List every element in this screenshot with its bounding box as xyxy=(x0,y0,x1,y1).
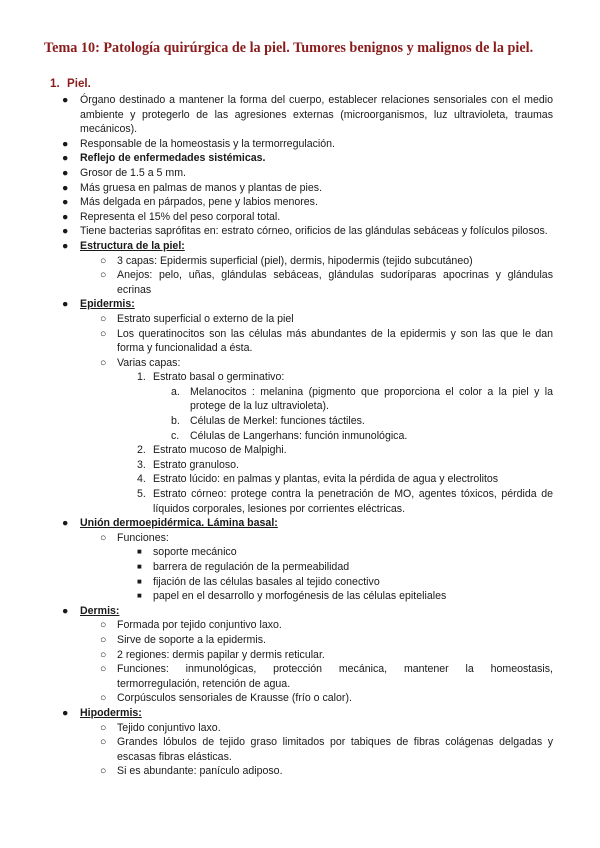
bullet-disc-icon: ● xyxy=(62,152,69,165)
bullet-disc-icon: ● xyxy=(62,298,69,311)
bullet-circle-icon: ○ xyxy=(100,663,107,676)
list-item: ● Grosor de 1.5 a 5 mm. xyxy=(62,166,186,179)
subheading-estructura: ● Estructura de la piel: xyxy=(62,239,185,252)
section-number: 1. xyxy=(50,77,60,90)
list-item: a. Melanocitos : melanina (pigmento que proporciona el color a la piel y la protege de la luz ultravioleta). xyxy=(171,385,553,413)
list-item: 4. Estrato lúcido: en palmas y plantas, evita la pérdida de agua y electrolitos xyxy=(137,473,499,486)
bullet-disc-icon: ● xyxy=(62,225,69,238)
bullet-circle-icon: ○ xyxy=(100,269,107,282)
list-item: ○ 2 regiones: dermis papilar y dermis reticular. xyxy=(100,648,325,661)
list-item: c. Células de Langerhans: función inmunológica. xyxy=(171,429,408,442)
list-item: ■ barrera de regulación de la permeabilidad xyxy=(137,561,350,573)
list-item: ■ papel en el desarrollo y morfogénesis de las células epiteliales xyxy=(137,590,447,603)
document-body xyxy=(0,93,600,779)
list-item: ● Reflejo de enfermedades sistémicas. xyxy=(62,152,266,165)
bullet-square-icon: ■ xyxy=(137,576,142,586)
list-item: ○ Tejido conjuntivo laxo. xyxy=(100,721,221,734)
bullet-circle-icon: ○ xyxy=(100,254,107,267)
bullet-circle-icon: ○ xyxy=(100,721,107,734)
bullet-circle-icon: ○ xyxy=(100,736,107,749)
list-item: ○ Formada por tejido conjuntivo laxo. xyxy=(100,619,282,632)
bullet-circle-icon: ○ xyxy=(100,312,107,325)
bullet-circle-icon: ○ xyxy=(100,648,107,661)
list-item: ● Más gruesa en palmas de manos y plantas de pies. xyxy=(62,181,323,194)
bullet-disc-icon: ● xyxy=(62,94,69,106)
bullet-circle-icon: ○ xyxy=(100,633,107,646)
bullet-square-icon: ■ xyxy=(137,591,142,601)
bullet-disc-icon: ● xyxy=(62,196,69,209)
bullet-square-icon: ■ xyxy=(137,562,142,571)
list-item: b. Células de Merkel: funciones táctiles. xyxy=(171,415,365,428)
document-title: Tema 10: Patología quirúrgica de la piel. Tumores benignos y malignos de la piel. xyxy=(44,40,534,56)
list-item: ● Más delgada en párpados, pene y labios menores. xyxy=(62,196,318,209)
bullet-circle-icon: ○ xyxy=(100,692,107,705)
bullet-circle-icon: ○ xyxy=(100,356,107,369)
subheading-union: ● Unión dermoepidérmica. Lámina basal: xyxy=(62,517,278,530)
bullet-disc-icon: ● xyxy=(62,210,69,223)
subheading-dermis: ● Dermis: xyxy=(62,604,120,617)
list-item: ○ Sirve de soporte a la epidermis. xyxy=(100,633,266,646)
list-item: ○ Si es abundante: panículo adiposo. xyxy=(100,765,283,778)
list-item: ○ Anejos: pelo, uñas, glándulas sebáceas, glándulas sudoríparas apocrinas y glándulas ecrinas xyxy=(100,269,553,296)
section-title-text: Piel. xyxy=(67,77,91,90)
list-item: 3. Estrato granuloso. xyxy=(137,458,239,471)
bullet-disc-icon: ● xyxy=(62,137,69,150)
list-item: ○ Funciones: xyxy=(100,531,169,544)
list-item: ● Órgano destinado a mantener la forma del cuerpo, establecer relaciones sensoriales con el medio ambiente y protegerlo de las agresiones externas (microorganismos, luz ultravioleta, traumas mecánicos). xyxy=(62,94,553,136)
bullet-circle-icon: ○ xyxy=(100,619,107,632)
list-item: ● Responsable de la homeostasis y la termorregulación. xyxy=(62,137,335,150)
bullet-disc-icon: ● xyxy=(62,239,69,252)
list-item: ○ Corpúsculos sensoriales de Krausse (frío o calor). xyxy=(100,692,352,705)
list-item: ● Tiene bacterias saprófitas en: estrato córneo, orificios de las glándulas sebáceas y folículos pilosos. xyxy=(62,225,548,238)
list-item: ○ Los queratinocitos son las células más abundantes de la epidermis y son las que le dan forma y funcionalidad a ésta. xyxy=(100,327,553,355)
list-item: ■ fijación de las células basales al tejido conectivo xyxy=(137,575,380,588)
list-item: ○ Grandes lóbulos de tejido graso limitados por tabiques de fibras colágenas delgadas y escasas fibras elásticas. xyxy=(100,736,553,763)
list-item: ● Representa el 15% del peso corporal total. xyxy=(62,210,281,223)
bullet-disc-icon: ● xyxy=(62,604,69,617)
section-heading-piel xyxy=(50,77,91,90)
bullet-disc-icon: ● xyxy=(62,181,69,194)
list-item: ○ Varias capas: xyxy=(100,356,181,369)
bullet-disc-icon: ● xyxy=(62,166,69,179)
bullet-circle-icon: ○ xyxy=(100,327,107,340)
list-item: 1. Estrato basal o germinativo: xyxy=(137,371,285,384)
subheading-hipodermis: ● Hipodermis: xyxy=(62,706,142,719)
list-item: ○ Estrato superficial o externo de la piel xyxy=(100,312,294,325)
list-item: ○ Funciones: inmunológicas, protección mecánica, mantener la homeostasis, termorregulación, retención de agua. xyxy=(100,663,553,690)
bullet-disc-icon: ● xyxy=(62,706,69,719)
list-item: 2. Estrato mucoso de Malpighi. xyxy=(137,444,287,457)
list-item: ■ soporte mecánico xyxy=(137,546,237,559)
list-item: 5. Estrato córneo: protege contra la penetración de MO, agentes tóxicos, pérdida de líquidos corporales, lesiones por corrientes eléctricas. xyxy=(137,488,553,515)
bullet-square-icon: ■ xyxy=(137,547,142,557)
bullet-disc-icon: ● xyxy=(62,517,69,530)
subheading-epidermis: ● Epidermis: xyxy=(62,298,135,311)
bullet-circle-icon: ○ xyxy=(100,531,107,544)
list-item: ○ 3 capas: Epidermis superficial (piel), dermis, hipodermis (tejido subcutáneo) xyxy=(100,254,473,267)
bullet-circle-icon: ○ xyxy=(100,765,107,778)
